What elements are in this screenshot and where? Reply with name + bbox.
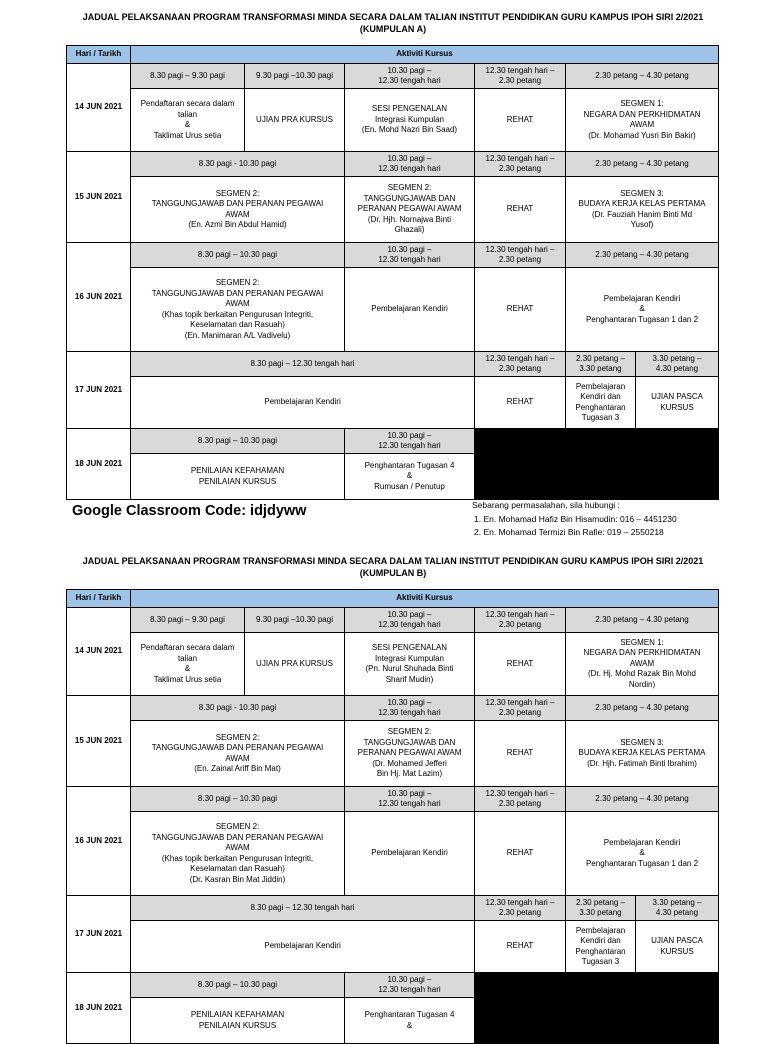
cell-text-line: AWAM [629,120,655,129]
cell-text-line: 12.30 tengah hari – [485,609,555,619]
cell-text-line: Ghazali) [394,225,425,235]
cell-text-line: NEGARA DAN PERKHIDMATAN [583,648,701,658]
cell-text-line: 12.30 tengah hari [378,164,441,173]
activity-cell [566,268,719,352]
schedule-title [66,11,720,35]
schedule-table [66,45,719,500]
cell-text-line: 10.30 pagi – [387,609,432,619]
time-slot: 2.30 petang – 4.30 petang [566,608,719,633]
activity-cell [131,721,345,787]
header-activity: Aktiviti Kursus [131,46,719,64]
contact-info [472,499,677,540]
cell-text-line: 12.30 tengah hari [378,799,441,808]
cell-text-line: 12.30 tengah hari [378,441,441,450]
activity-cell [566,177,719,243]
activity-row [67,177,719,243]
time-slot [475,787,566,812]
header-row [67,590,719,608]
break-cell: REHAT [475,633,566,696]
cell-text-line: Kendiri dan [580,936,621,945]
group-label: (KUMPULAN A) [359,24,427,34]
break-cell: REHAT [475,721,566,787]
time-row [67,64,719,89]
cell-text-line: Penghantaran [575,402,626,412]
cell-text-line: PERANAN PEGAWAI AWAM [357,204,462,214]
activity-row [67,721,719,787]
cell-text-line: PENILAIAN KEFAHAMAN [190,1010,285,1019]
cell-text-line: 2.30 petang [498,164,542,173]
activity-cell [131,998,345,1044]
break-cell: REHAT [475,268,566,352]
activity-cell [566,633,719,696]
time-slot: 9.30 pagi –10.30 pagi [245,608,345,633]
time-slot [566,896,636,921]
cell-text-line: 3.30 petang [579,364,622,373]
break-cell: REHAT [475,812,566,896]
activity-cell: Pembelajaran Kendiri [131,377,475,429]
day-date: 18 JUN 2021 [67,973,131,1044]
day-date: 16 JUN 2021 [67,243,131,352]
time-slot [345,429,475,454]
cell-text-line: PENILAIAN KURSUS [198,1020,277,1030]
cell-text-line: SEGMEN 2: [215,278,260,287]
cell-text-line: & [639,304,645,314]
cell-text-line: SEGMEN 2: [215,732,260,742]
time-slot [475,608,566,633]
cell-text-line: (Dr. Mohamed Jefferi [372,758,447,768]
day-date: 16 JUN 2021 [67,787,131,896]
time-slot [475,243,566,268]
day-date: 14 JUN 2021 [67,64,131,152]
day-date: 14 JUN 2021 [67,608,131,696]
google-classroom-code: Google Classroom Code: idjdyww [72,503,307,519]
header-day: Hari / Tarikh [67,46,131,64]
contact-item: 1. En. Mohamad Hafiz Bin Hisamudin: 016 – 4451230 [474,513,677,524]
cell-text-line: 3.30 petang – [652,897,702,907]
time-slot: 2.30 petang – 4.30 petang [566,696,719,721]
activity-cell [345,721,475,787]
activity-cell [566,721,719,787]
cell-text-line: (Dr. Mohamad Yusri Bin Bakir) [588,130,696,140]
cell-text-line: (En. Manimaran A/L Vadivelu) [184,330,291,340]
activity-row [67,812,719,896]
cell-text-line: KURSUS [660,946,694,956]
activity-cell [566,89,719,152]
cell-text-line: (Dr. Kasran Bin Mat Jiddin) [189,874,286,884]
cell-text-line: AWAM [629,658,655,668]
time-slot: 8.30 pagi - 10.30 pagi [131,152,345,177]
cell-text-line: 2.30 petang [498,908,542,917]
time-slot [475,696,566,721]
cell-text-line: Bin Hj. Mat Lazim) [376,769,443,779]
cell-text-line: SESI PENGENALAN [371,643,448,652]
cell-text-line: AWAM [225,753,250,763]
cell-text-line: Penghantaran [575,946,626,956]
cell-text-line: (Dr. Hjh. Nornajwa Binti [367,214,452,224]
activity-cell [131,89,245,152]
activity-row [67,89,719,152]
schedule-title [66,555,720,579]
time-slot: 8.30 pagi – 12.30 tengah hari [131,352,475,377]
cell-text-line: 10.30 pagi – [387,65,432,75]
activity-row [67,921,719,973]
time-slot [345,696,475,721]
blacked-out-cell [475,973,719,1044]
cell-text-line: Taklimat Urus setia [153,130,222,140]
cell-text-line: 12.30 tengah hari – [485,697,555,707]
cell-text-line: talian [177,109,198,119]
cell-text-line: (Khas topik berkaitan Pengurusan Integriti, [161,853,314,863]
header-row [67,46,719,64]
cell-text-line: 10.30 pagi – [387,697,432,707]
time-slot [345,152,475,177]
cell-text-line: SEGMEN 2: [215,822,260,831]
cell-text-line: 2.30 petang [498,799,542,808]
time-slot: 8.30 pagi – 10.30 pagi [131,429,345,454]
header-day: Hari / Tarikh [67,590,131,608]
time-row [67,429,719,454]
time-slot [636,896,719,921]
cell-text-line: 12.30 tengah hari – [485,65,555,75]
cell-text-line: TANGGUNGJAWAB DAN [363,737,456,747]
cell-text-line: SEGMEN 1: [620,99,664,108]
cell-text-line: 2.30 petang [498,255,542,264]
cell-text-line: (Dr. Hj. Mohd Razak Bin Mohd [587,669,697,679]
activity-row [67,633,719,696]
cell-text-line: Sharif Mudin) [385,674,434,684]
cell-text-line: 2.30 petang [498,76,542,85]
activity-cell: UJIAN PRA KURSUS [245,89,345,152]
cell-text-line: Tugasan 3 [581,957,620,966]
activity-cell [566,812,719,896]
cell-text-line: Penghantaran Tugasan 4 [364,1010,455,1019]
cell-text-line: 4.30 petang [655,364,699,373]
cell-text-line: 12.30 tengah hari [378,620,441,629]
activity-cell [131,268,345,352]
cell-text-line: 12.30 tengah hari – [485,897,555,907]
cell-text-line: Kendiri dan [580,392,621,401]
cell-text-line: Integrasi Kumpulan [375,653,444,663]
cell-text-line: 12.30 tengah hari [378,76,441,85]
cell-text-line: SEGMEN 2: [387,183,432,193]
cell-text-line: 12.30 tengah hari [378,985,441,994]
break-cell: REHAT [475,377,566,429]
activity-cell [131,177,345,243]
cell-text-line: 10.30 pagi – [387,788,432,798]
cell-text-line: TANGGUNGJAWAB DAN PERANAN PEGAWAI [151,288,324,298]
cell-text-line: 2.30 petang [498,364,542,373]
cell-text-line: SEGMEN 2: [215,188,260,198]
time-slot: 2.30 petang – 4.30 petang [566,64,719,89]
cell-text-line: AWAM [225,209,250,219]
activity-cell [566,377,636,429]
time-slot: 8.30 pagi – 10.30 pagi [131,973,345,998]
group-label: (KUMPULAN B) [359,568,427,578]
activity-cell: UJIAN PRA KURSUS [245,633,345,696]
cell-text-line: SEGMEN 2: [387,727,432,737]
cell-text-line: TANGGUNGJAWAB DAN PERANAN PEGAWAI [151,199,324,208]
cell-text-line: 4.30 petang [655,908,699,917]
time-slot: 9.30 pagi –10.30 pagi [245,64,345,89]
cell-text-line: & [406,1020,413,1030]
cell-text-line: PERANAN PEGAWAI AWAM [357,748,462,758]
contact-item: 2. En. Mohamad Termizi Bin Rafie: 019 – 2550218 [474,527,664,537]
cell-text-line: AWAM [225,299,250,308]
activity-cell [345,454,475,500]
activity-cell [345,998,475,1044]
title-text: JADUAL PELAKSANAAN PROGRAM TRANSFORMASI MINDA SECARA DALAM TALIAN INSTITUT PENDIDIKAN GURU KAMPUS IPOH SIRI 2/2021 [82,556,704,566]
cell-text-line: SEGMEN 1: [620,637,664,647]
time-slot [475,152,566,177]
contact-intro: Sebarang permasalahan, sila hubungi : [472,500,620,510]
cell-text-line: Penghantaran Tugasan 4 [364,460,455,470]
cell-text-line: Yusof) [630,220,654,229]
cell-text-line: 2.30 petang [498,708,542,717]
activity-cell [345,89,475,152]
time-slot [345,64,475,89]
cell-text-line: UJIAN PASCA [651,392,703,401]
time-slot: 8.30 pagi - 10.30 pagi [131,696,345,721]
cell-text-line: PENILAIAN KEFAHAMAN [190,466,285,475]
activity-row [67,268,719,352]
cell-text-line: talian [177,653,198,663]
cell-text-line: Keselamatan dan Rasuah) [190,320,285,329]
cell-text-line: 12.30 tengah hari – [485,788,555,798]
cell-text-line: (Dr. Fauziah Hanim Binti Md [591,209,693,219]
activity-cell: Pembelajaran Kendiri [345,268,475,352]
cell-text-line: 12.30 tengah hari [378,708,441,717]
time-row [67,896,719,921]
cell-text-line: (En. Zainal Ariff Bin Mat) [194,764,281,773]
cell-text-line: NEGARA DAN PERKHIDMATAN [583,109,701,119]
cell-text-line: 10.30 pagi – [387,244,432,254]
blacked-out-cell [475,429,719,500]
time-row [67,973,719,998]
cell-text-line: 12.30 tengah hari – [485,153,555,163]
cell-text-line: & [406,471,413,481]
cell-text-line: 12.30 tengah hari [378,255,441,264]
cell-text-line: Pembelajaran Kendiri [603,293,681,303]
cell-text-line: 3.30 petang [579,908,622,917]
cell-text-line: 3.30 petang – [652,353,702,363]
activity-cell: Pembelajaran Kendiri [345,812,475,896]
activity-cell [636,921,719,973]
cell-text-line: 10.30 pagi – [387,430,432,440]
day-date: 18 JUN 2021 [67,429,131,500]
cell-text-line: Pendaftaran secara dalam [140,99,235,108]
cell-text-line: 2.30 petang [498,620,542,629]
cell-text-line: TANGGUNGJAWAB DAN PERANAN PEGAWAI [151,743,324,752]
activity-cell [131,454,345,500]
header-activity: Aktiviti Kursus [131,590,719,608]
cell-text-line: UJIAN PASCA [651,936,703,945]
cell-text-line: (Dr. Hjh. Fatimah Binti Ibrahim) [587,758,697,768]
cell-text-line: SEGMEN 3: [620,188,664,198]
activity-cell [131,633,245,696]
cell-text-line: (En. Mohd Nazri Bin Saad) [361,125,458,135]
time-row [67,608,719,633]
time-slot [345,243,475,268]
cell-text-line: Rumusan / Penutup [374,481,445,491]
time-row [67,243,719,268]
activity-cell: Pembelajaran Kendiri [131,921,475,973]
activity-cell [566,921,636,973]
activity-row [67,377,719,429]
day-date: 15 JUN 2021 [67,152,131,243]
cell-text-line: 2.30 petang – [576,897,625,907]
cell-text-line: TANGGUNGJAWAB DAN [363,193,456,203]
cell-text-line: BUDAYA KERJA KELAS PERTAMA [578,748,706,758]
cell-text-line: 10.30 pagi – [387,974,432,984]
cell-text-line: KURSUS [660,402,694,412]
activity-cell [345,177,475,243]
break-cell: REHAT [475,921,566,973]
cell-text-line: Integrasi Kumpulan [375,114,444,124]
day-date: 17 JUN 2021 [67,896,131,973]
time-slot [475,64,566,89]
time-row [67,152,719,177]
cell-text-line: Penghantaran Tugasan 1 dan 2 [585,858,699,868]
cell-text-line: (En. Azmi Bin Abdul Hamid) [188,220,287,229]
break-cell: REHAT [475,89,566,152]
activity-cell [131,812,345,896]
time-slot: 8.30 pagi – 10.30 pagi [131,787,345,812]
time-slot: 2.30 petang – 4.30 petang [566,243,719,268]
cell-text-line: BUDAYA KERJA KELAS PERTAMA [578,199,706,208]
cell-text-line: 12.30 tengah hari – [485,244,555,254]
cell-text-line: Pembelajaran Kendiri [603,837,681,847]
time-slot: 2.30 petang – 4.30 petang [566,152,719,177]
cell-text-line: & [184,664,191,673]
activity-cell [345,633,475,696]
cell-text-line: Tugasan 3 [581,413,620,422]
cell-text-line: Keselamatan dan Rasuah) [190,864,285,873]
cell-text-line: Pembelajaran [575,381,626,391]
cell-text-line: AWAM [225,843,250,852]
cell-text-line: 12.30 tengah hari – [485,353,555,363]
time-slot: 2.30 petang – 4.30 petang [566,787,719,812]
cell-text-line: Nordin) [628,679,656,689]
cell-text-line: Pembelajaran [575,925,626,935]
cell-text-line: TANGGUNGJAWAB DAN PERANAN PEGAWAI [151,832,324,842]
cell-text-line: SESI PENGENALAN [371,104,448,114]
cell-text-line: Penghantaran Tugasan 1 dan 2 [585,314,699,324]
time-slot: 8.30 pagi – 9.30 pagi [131,64,245,89]
time-slot: 8.30 pagi – 12.30 tengah hari [131,896,475,921]
time-row [67,352,719,377]
time-slot [345,608,475,633]
time-slot [345,787,475,812]
cell-text-line: 10.30 pagi – [387,153,432,163]
time-slot [475,896,566,921]
cell-text-line: PENILAIAN KURSUS [198,476,277,486]
cell-text-line: (Khas topik berkaitan Pengurusan Integriti, [161,309,314,319]
time-slot [345,973,475,998]
time-slot [636,352,719,377]
time-row [67,696,719,721]
schedule-table [66,589,719,1044]
cell-text-line: & [184,120,191,129]
time-slot: 8.30 pagi – 10.30 pagi [131,243,345,268]
cell-text-line: Pendaftaran secara dalam [140,643,235,652]
cell-text-line: & [639,848,645,858]
cell-text-line: 2.30 petang – [576,353,625,363]
day-date: 15 JUN 2021 [67,696,131,787]
cell-text-line: (Pn. Nurul Shuhada Binti [365,664,454,673]
day-date: 17 JUN 2021 [67,352,131,429]
cell-text-line: Taklimat Urus setia [153,674,222,684]
time-slot [475,352,566,377]
title-text: JADUAL PELAKSANAAN PROGRAM TRANSFORMASI MINDA SECARA DALAM TALIAN INSTITUT PENDIDIKAN GURU KAMPUS IPOH SIRI 2/2021 [82,12,704,22]
activity-cell [636,377,719,429]
break-cell: REHAT [475,177,566,243]
cell-text-line: SEGMEN 3: [620,737,664,747]
time-slot: 8.30 pagi – 9.30 pagi [131,608,245,633]
time-row [67,787,719,812]
time-slot [566,352,636,377]
